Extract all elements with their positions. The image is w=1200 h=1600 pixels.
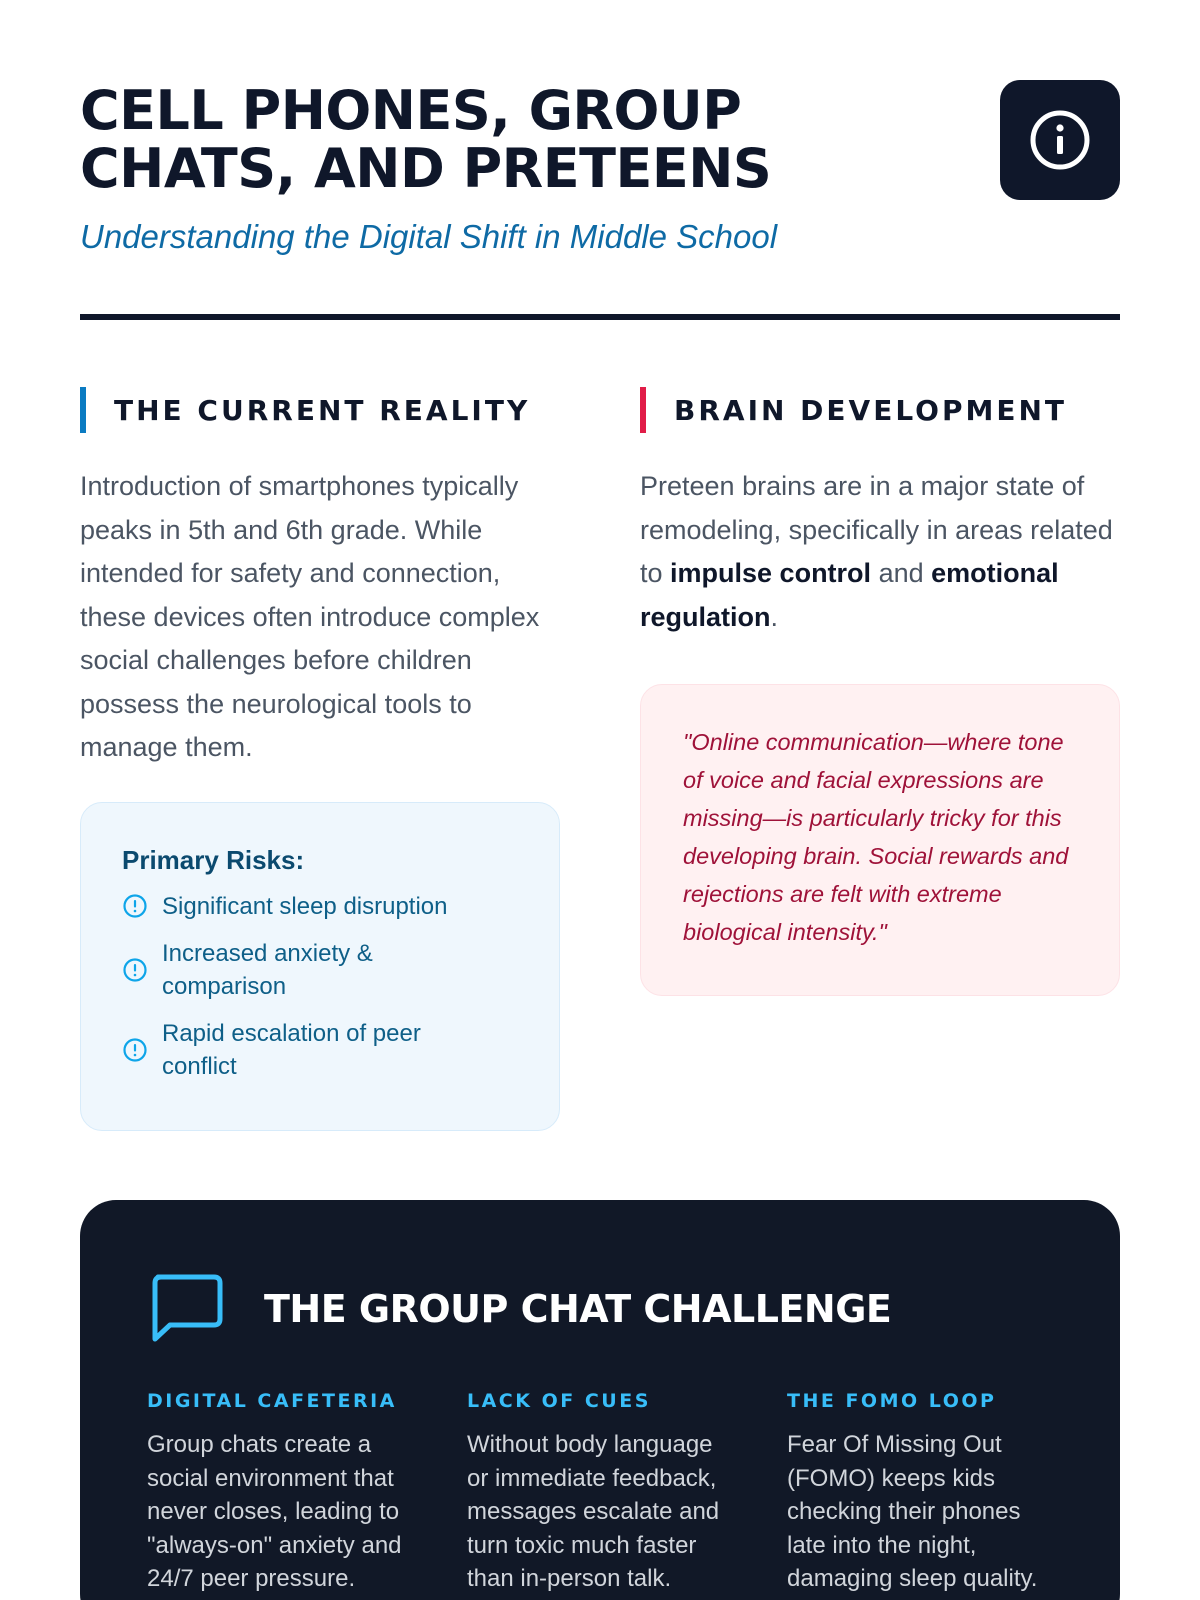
risks-title: Primary Risks: bbox=[122, 844, 305, 875]
title-line-2: CHATS, AND PRETEENS bbox=[80, 137, 772, 200]
title-line-1: CELL PHONES, GROUP bbox=[80, 79, 742, 142]
quote-text: "Online communication—where tone of voice and facial expressions are missing—is particularly tricky for this developing brain. Social rewards and rejections are felt with extreme biological intensity." bbox=[683, 729, 1069, 945]
chat-bubble-icon bbox=[148, 1273, 224, 1345]
card-text: Group chats create a social environment that never closes, leading to "always-on" anxiety and 24/7 peer pressure. bbox=[147, 1431, 402, 1592]
card-fomo-loop bbox=[787, 1390, 1057, 1596]
current-reality-heading bbox=[80, 387, 560, 433]
section-title: BRAIN DEVELOPMENT bbox=[674, 393, 1068, 427]
risk-text: Significant sleep disruption bbox=[162, 892, 448, 920]
quote-card bbox=[640, 684, 1120, 996]
group-chat-heading bbox=[148, 1273, 891, 1345]
body-text-part: Preteen brains are in a major state of remodeling, specifically in areas related to bbox=[640, 471, 1113, 588]
group-chat-section bbox=[80, 1200, 1120, 1600]
info-button[interactable] bbox=[1000, 80, 1120, 200]
risk-item bbox=[122, 1017, 519, 1083]
card-title: LACK OF CUES bbox=[467, 1390, 651, 1412]
alert-circle-icon bbox=[122, 893, 148, 919]
header-divider bbox=[80, 314, 1120, 320]
card-text: Fear Of Missing Out (FOMO) keeps kids checking their phones late into the night, damaging sleep quality. bbox=[787, 1431, 1038, 1592]
card-title: THE FOMO LOOP bbox=[787, 1390, 997, 1412]
primary-risks-card bbox=[80, 802, 560, 1131]
info-icon bbox=[1029, 109, 1091, 171]
card-lack-of-cues bbox=[467, 1390, 737, 1596]
brain-development-body bbox=[640, 465, 1120, 639]
card-title: DIGITAL CAFETERIA bbox=[147, 1390, 397, 1412]
section-accent-bar bbox=[640, 387, 646, 433]
risk-item bbox=[122, 937, 519, 1003]
alert-circle-icon bbox=[122, 957, 148, 983]
risk-text: Increased anxiety & comparison bbox=[162, 939, 373, 1000]
section-accent-bar bbox=[80, 387, 86, 433]
body-text-part: and bbox=[871, 558, 932, 588]
page-title bbox=[80, 79, 860, 200]
page-header bbox=[80, 79, 1120, 256]
brain-development-section bbox=[640, 387, 1120, 996]
brain-development-heading bbox=[640, 387, 1120, 433]
risk-item bbox=[122, 890, 519, 923]
emphasis-emotional-regulation: emotional regulation bbox=[640, 558, 1059, 632]
emphasis-impulse-control: impulse control bbox=[670, 558, 872, 588]
group-chat-title: THE GROUP CHAT CHALLENGE bbox=[264, 1287, 892, 1331]
alert-circle-icon bbox=[122, 1037, 148, 1063]
risk-text: Rapid escalation of peer conflict bbox=[162, 1019, 421, 1080]
card-digital-cafeteria bbox=[147, 1390, 417, 1596]
body-text-part: . bbox=[770, 601, 779, 632]
page-subtitle: Understanding the Digital Shift in Middle School bbox=[80, 218, 778, 255]
card-text: Without body language or immediate feedback, messages escalate and turn toxic much faster than in-person talk. bbox=[467, 1431, 720, 1592]
current-reality-body: Introduction of smartphones typically peaks in 5th and 6th grade. While intended for safety and connection, these devices often introduce complex social challenges before children possess the neurological tools to manage them. bbox=[80, 471, 540, 762]
section-title: THE CURRENT REALITY bbox=[114, 393, 531, 427]
current-reality-section bbox=[80, 387, 560, 1131]
